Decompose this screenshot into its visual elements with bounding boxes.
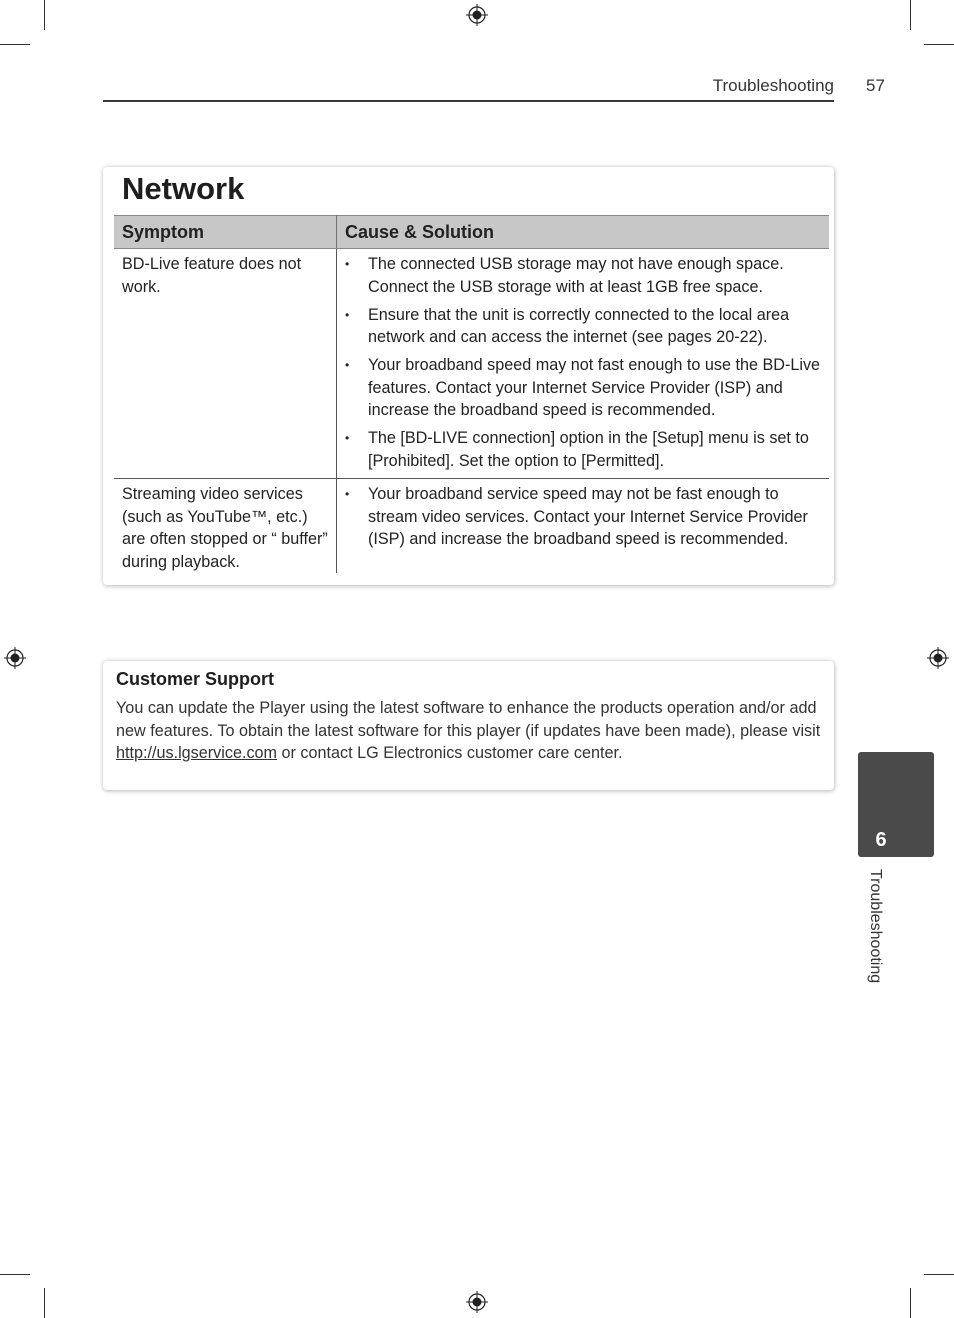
solution-item: • Ensure that the unit is correctly connected to the local area network and can access the internet (see pages 20-22). (345, 304, 821, 349)
crop-mark (924, 44, 954, 45)
registration-mark-icon (4, 647, 26, 669)
chapter-number: 6 (875, 829, 887, 851)
registration-mark-icon (466, 4, 488, 26)
crop-mark (0, 1274, 30, 1275)
symptom-cell: BD-Live feature does not work. (114, 249, 337, 479)
lg-service-link[interactable]: http://us.lgservice.com (116, 744, 278, 762)
crop-mark (910, 0, 911, 30)
section-title: Network (122, 171, 245, 206)
registration-mark-icon (466, 1291, 488, 1313)
crop-mark (44, 1288, 45, 1318)
crop-mark (44, 0, 45, 30)
solution-cell (337, 479, 830, 574)
solution-item: • Your broadband speed may not fast enough to use the BD-Live features. Contact your Internet Service Provider (ISP) and increase the broadband speed is recommended. (345, 354, 821, 422)
column-header-symptom: Symptom (114, 216, 337, 249)
solution-list (345, 483, 821, 551)
page-number: 57 (866, 76, 885, 95)
network-section (103, 167, 834, 585)
customer-support-box (103, 661, 834, 790)
header-rule (103, 100, 834, 102)
customer-support-text (116, 697, 821, 765)
chapter-tab (858, 752, 934, 857)
troubleshooting-table (114, 215, 829, 573)
table-row (114, 479, 829, 574)
chapter-tab-label: Troubleshooting (867, 869, 884, 984)
customer-support-title: Customer Support (116, 669, 275, 689)
column-header-cause-solution: Cause & Solution (337, 216, 830, 249)
solution-item: • The [BD-LIVE connection] option in the [Setup] menu is set to [Prohibited]. Set the option to [Permitted]. (345, 427, 821, 472)
crop-mark (910, 1288, 911, 1318)
support-text-part: You can update the Player using the latest software to enhance the products operation and/or add new features. To obtain the latest software for this player (if updates have been made), please visit (116, 699, 821, 740)
solution-list (345, 253, 821, 472)
running-header-title: Troubleshooting (712, 76, 834, 95)
symptom-cell: Streaming video services (such as YouTube™, etc.) are often stopped or “ buffer” during playback. (114, 479, 337, 574)
table-header-row (114, 216, 829, 249)
registration-mark-icon (927, 647, 949, 669)
table-row (114, 249, 829, 479)
crop-mark (924, 1274, 954, 1275)
solution-cell (337, 249, 830, 479)
solution-item: • The connected USB storage may not have enough space. Connect the USB storage with at least 1GB free space. (345, 253, 821, 298)
crop-mark (0, 44, 30, 45)
solution-item: • Your broadband service speed may not be fast enough to stream video services. Contact your Internet Service Provider (ISP) and increase the broadband speed is recommended. (345, 483, 821, 551)
support-text-part: or contact LG Electronics customer care center. (277, 744, 623, 762)
